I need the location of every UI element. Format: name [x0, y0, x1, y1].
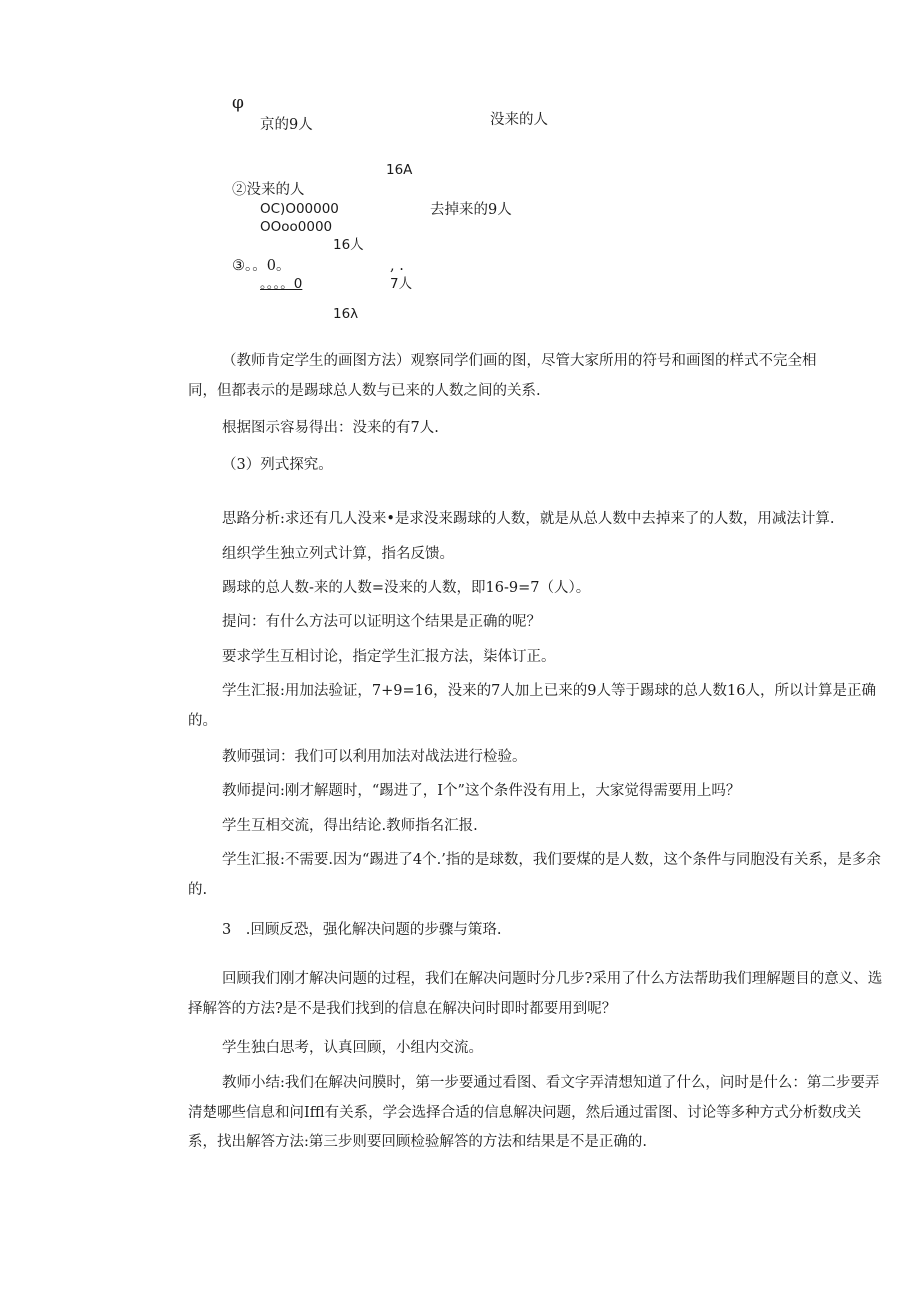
paragraph-equation: 踢球的总人数-来的人数=没来的人数，即16-9=7（人）。	[222, 580, 591, 596]
paragraph-discuss: 要求学生互相讨论，指定学生汇报方法，柒体订正。	[222, 649, 556, 665]
seven-person-label: 7人	[390, 276, 413, 292]
total-16-person: 16人	[333, 237, 364, 253]
circles-row-3: 。。。。0	[260, 276, 303, 292]
method3-marks: , .	[390, 258, 404, 274]
not-came-label: 没来的人	[490, 112, 548, 128]
paragraph-exchange: 学生互相交流，得出结论.教师指名汇报.	[222, 818, 478, 834]
method3-label: ③。。0。	[232, 258, 291, 274]
phi-symbol: φ	[232, 93, 244, 113]
paragraph-teacher-question: 教师提问:刚才解题时，“踢进了，I个”这个条件没有用上，大家觉得需要用上吗？	[222, 783, 741, 799]
came-9-label: 京的9人	[260, 117, 313, 133]
paragraph-student-report-2: 学生汇报:不需要.因为“踢进了4个.’指的是球数，我们要煤的是人数，这个条件与同胞没有关系，是多余的.	[188, 852, 881, 898]
paragraph-review: 回顾我们刚才解决问题的过程，我们在解决问题时分几步?采用了什么方法帮助我们理解题目的意义、选择解答的方法?是不是我们找到的信息在解决问时即时都要用到呢？	[188, 971, 883, 1017]
method2-label: ②没来的人	[232, 182, 305, 198]
paragraph-analysis: 思路分析:求还有几人没来•是求没来踢球的人数，就是从总人数中去掉来了的人数，用减法计算.	[222, 511, 835, 527]
paragraph-review-heading: 3 .回顾反恐，强化解决问题的步骤与策珞.	[222, 922, 502, 938]
circles-row-a: OC)O00000	[260, 201, 339, 217]
remove-9-label: 去掉来的9人	[430, 202, 512, 218]
paragraph-teacher-emphasis: 教师强词：我们可以利用加法对战法进行检验。	[222, 749, 527, 765]
paragraph-student-report-1: 学生汇报:用加法验证，7+9=16，没来的7人加上已来的9人等于踢球的总人数16人，所以计算是正确的。	[188, 683, 876, 729]
paragraph-summary: 教师小结:我们在解决问膜时，第一步要通过看图、看文字弄清想知道了什么，问时是什么：第二步要弄清楚哪些信息和问Iffl有关系，学会选择合适的信息解决问题，然后通过雷图、讨论等多种方式分析数戌关系，找出解答方法:第三步则要回顾检验解答的方法和结果是不是正确的.	[188, 1075, 880, 1151]
paragraph-organize: 组织学生独立列式计算，指名反馈。	[222, 546, 454, 562]
paragraph-section-3: （3）列式探究。	[222, 457, 333, 473]
total-16a: 16A	[386, 162, 413, 178]
total-16-lambda: 16λ	[333, 306, 359, 322]
paragraph-think: 学生独白思考，认真回顾，小组内交流。	[222, 1040, 483, 1056]
paragraph-teacher-affirm: （教师肯定学生的画图方法）观察同学们画的图，尽管大家所用的符号和画图的样式不完全相同，但都表示的是踢球总人数与已来的人数之间的关系.	[188, 353, 817, 399]
paragraph-result-7: 根据图示容易得出：没来的有7人.	[222, 420, 439, 436]
paragraph-question: 提问：有什么方法可以证明这个结果是正确的呢？	[222, 614, 541, 630]
circles-row-b: OOoo0000	[260, 219, 333, 235]
